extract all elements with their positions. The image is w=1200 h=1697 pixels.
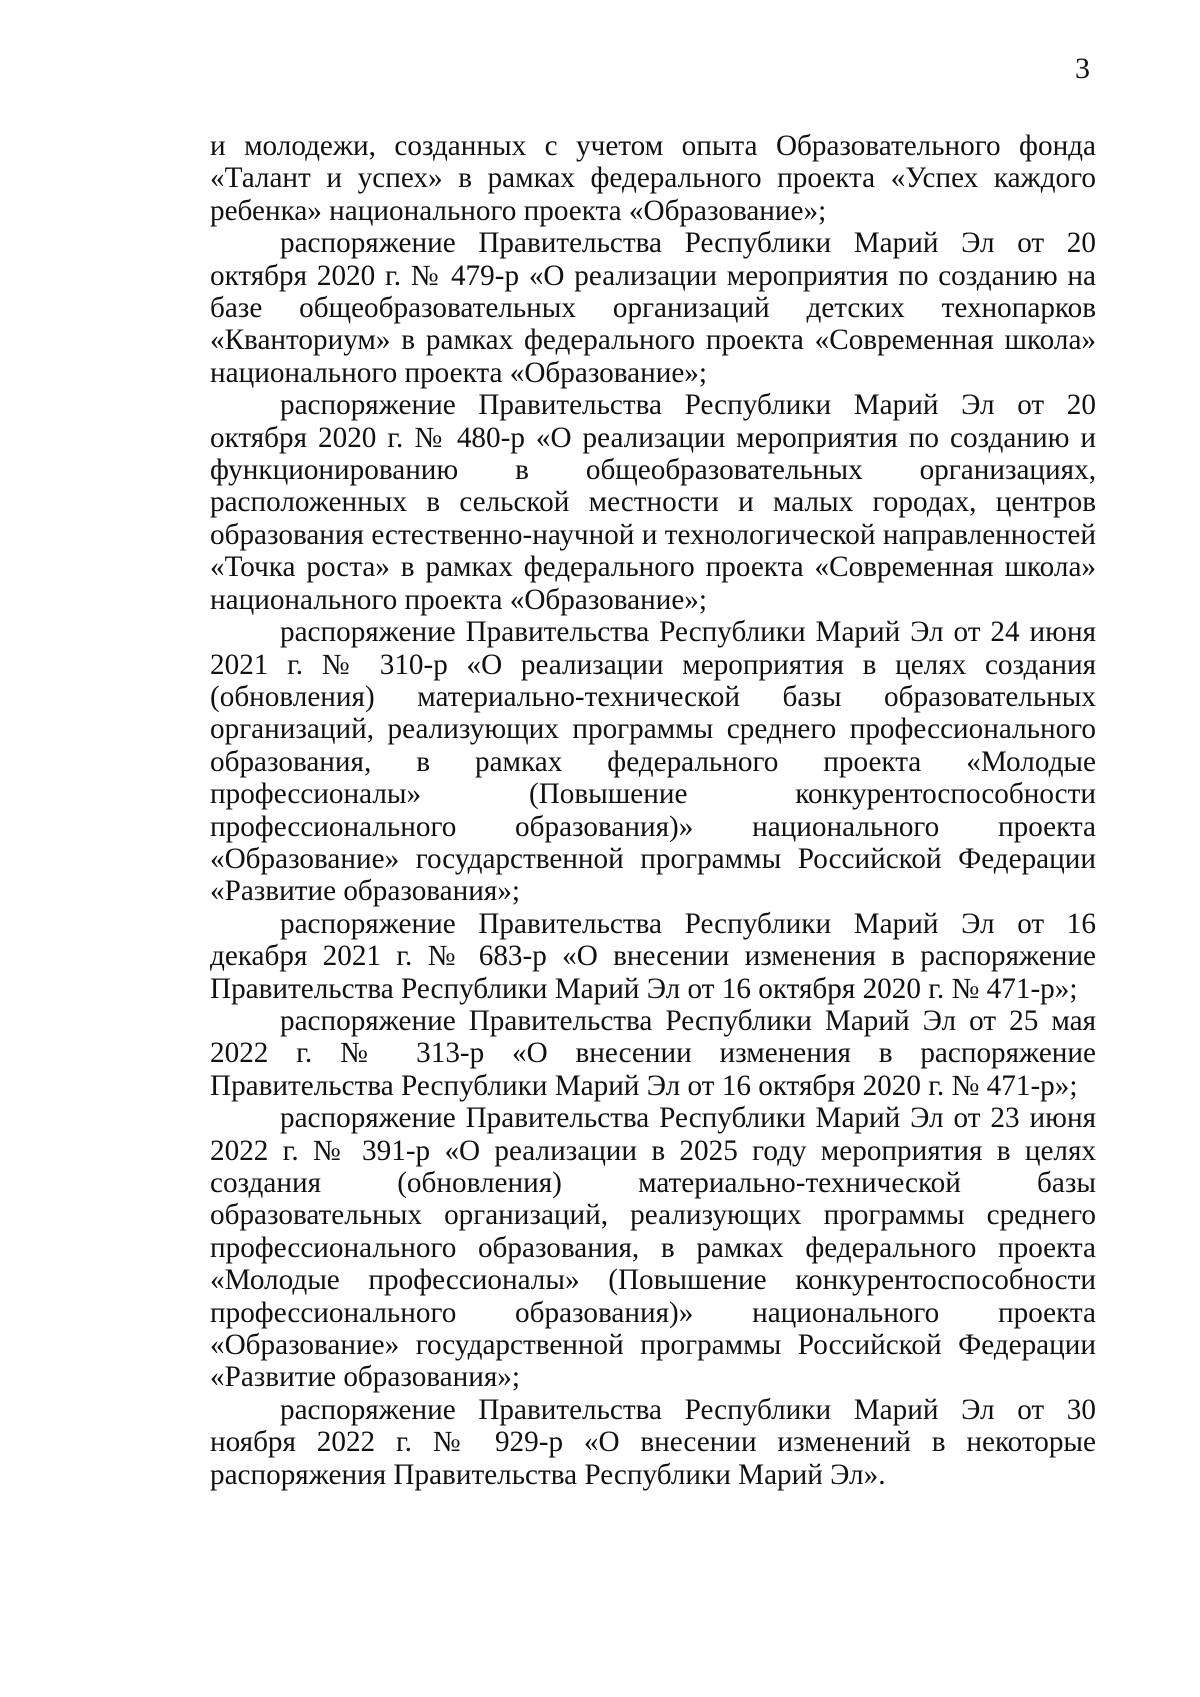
paragraph-order-479: распоряжение Правительства Республики Марий Эл от 20 октября 2020 г. № 479-р «О реализации мероприятия по созданию на базе общеобразовательных организаций детских технопарков «Кванториум» в рамках федерального проекта «Современная школа» национального проекта «Образование»; bbox=[210, 227, 1096, 389]
page-number: 3 bbox=[1075, 52, 1090, 85]
document-body bbox=[210, 130, 1096, 1491]
paragraph-continuation: и молодежи, созданных с учетом опыта Образовательного фонда «Талант и успех» в рамках федерального проекта «Успех каждого ребенка» национального проекта «Образование»; bbox=[210, 130, 1096, 227]
paragraph-order-391: распоряжение Правительства Республики Марий Эл от 23 июня 2022 г. № 391-р «О реализации в 2025 году мероприятия в целях создания (обновления) материально-технической базы образовательных организаций, реализующих программы среднего профессионального образования, в рамках федерального проекта «Молодые профессионалы» (Повышение конкурентоспособности профессионального образования)» национального проекта «Образование» государственной программы Российской Федерации «Развитие образования»; bbox=[210, 1102, 1096, 1394]
paragraph-order-480: распоряжение Правительства Республики Марий Эл от 20 октября 2020 г. № 480-р «О реализации мероприятия по созданию и функционированию в общеобразовательных организациях, расположенных в сельской местности и малых городах, центров образования естественно-научной и технологической направленностей «Точка роста» в рамках федерального проекта «Современная школа» национального проекта «Образование»; bbox=[210, 389, 1096, 616]
paragraph-order-313: распоряжение Правительства Республики Марий Эл от 25 мая 2022 г. № 313-р «О внесении изменения в распоряжение Правительства Республики Марий Эл от 16 октября 2020 г. № 471-р»; bbox=[210, 1004, 1096, 1102]
paragraph-order-310: распоряжение Правительства Республики Марий Эл от 24 июня 2021 г. № 310-р «О реализации мероприятия в целях создания (обновления) материально-технической базы образовательных организаций, реализующих программы среднего профессионального образования, в рамках федерального проекта «Молодые профессионалы» (Повышение конкурентоспособности профессионального образования)» национального проекта «Образование» государственной программы Российской Федерации «Развитие образования»; bbox=[210, 616, 1096, 908]
paragraph-order-683: распоряжение Правительства Республики Марий Эл от 16 декабря 2021 г. № 683-р «О внесении изменения в распоряжение Правительства Республики Марий Эл от 16 октября 2020 г. № 471-р»; bbox=[210, 907, 1096, 1005]
paragraph-order-929: распоряжение Правительства Республики Марий Эл от 30 ноября 2022 г. № 929-р «О внесении изменений в некоторые распоряжения Правительства Республики Марий Эл». bbox=[210, 1393, 1096, 1491]
